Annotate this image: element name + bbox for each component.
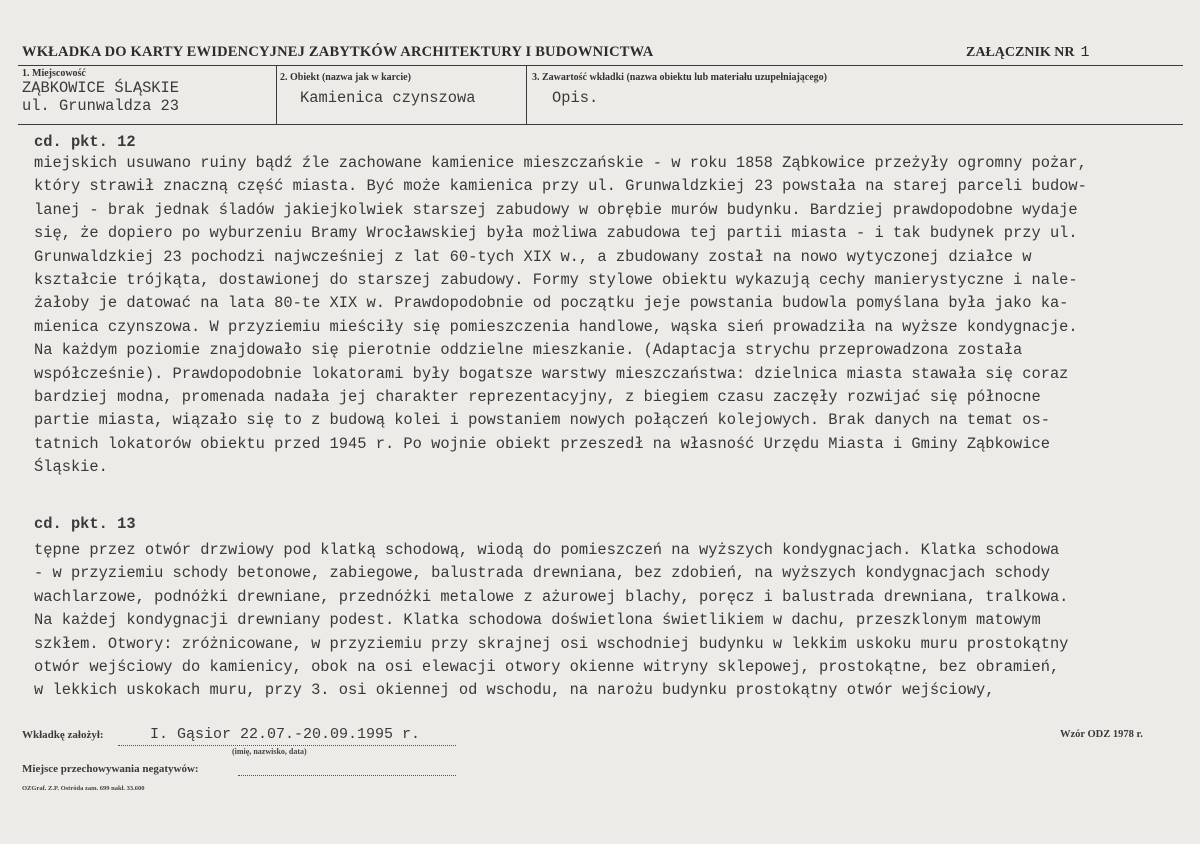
text-line: się, że dopiero po wyburzeniu Bramy Wrocławskiej była możliwa zabudowa tej partii miasta - i tak budynek przy ul. bbox=[34, 224, 1078, 243]
text-line: żałoby je datować na lata 80-te XIX w. Prawdopodobnie od początku jeje powstania budowla pomyślana była jako ka- bbox=[34, 294, 1069, 313]
section-12-heading: cd. pkt. 12 bbox=[34, 133, 136, 151]
place-field-value bbox=[22, 79, 179, 115]
made-by-underline bbox=[118, 745, 456, 746]
text-line: Na każdym poziomie znajdowało się pierotnie oddzielne mieszkanie. (Adaptacja strychu przeprowadzona została bbox=[34, 341, 1023, 360]
made-by-value: I. Gąsior 22.07.-20.09.1995 r. bbox=[150, 726, 421, 743]
text-line: bardziej modna, promenada nadała jej charakter reprezentacyjny, z biegiem czasu zaczęły rozwijać się północne bbox=[34, 387, 1041, 406]
text-line: otwór wejściowy do kamienicy, obok na osi elewacji otwory okienne witryny sklepowej, prostokątne, bez obramień, bbox=[34, 657, 1060, 676]
text-line: kształcie trójkąta, dostawionej do starszej zabudowy. Formy stylowe obiektu wykazują cechy manierystyczne i nale- bbox=[34, 270, 1078, 289]
text-line: - w przyziemiu schody betonowe, zabiegowe, balustrada drewniana, bez zdobień, na wyższych kondygnacjach schody bbox=[34, 564, 1050, 583]
text-line: tępne przez otwór drzwiowy pod klatką schodową, wiodą do pomieszczeń na wyższych kondygnacjach. Klatka schodowa bbox=[34, 541, 1060, 559]
text-line: wachlarzowe, podnóżki drewniane, przednóżki metalowe z ażurowej blachy, poręcz i balustrada drewniana, tralkowa. bbox=[34, 587, 1069, 606]
section-13-heading: cd. pkt. 13 bbox=[34, 515, 136, 533]
text-line: który strawił znaczną część miasta. Być może kamienica przy ul. Grunwaldzkiej 23 powstała na starej parceli budow- bbox=[34, 177, 1087, 196]
place-line-1: ZĄBKOWICE ŚLĄSKIE bbox=[22, 79, 180, 97]
document-title: WKŁADKA DO KARTY EWIDENCYJNEJ ZABYTKÓW ARCHITEKTURY I BUDOWNICTWA bbox=[22, 44, 654, 60]
place-field-label: 1. Miejscowość bbox=[22, 68, 86, 79]
attachment-label bbox=[966, 44, 1090, 61]
model-label: Wzór ODZ 1978 r. bbox=[1060, 729, 1143, 740]
text-line: Śląskie. bbox=[34, 458, 108, 477]
text-line: tatnich lokatorów obiektu przed 1945 r. Po wojnie obiekt przeszedł na własność Urzędu Miasta i Gminy Ząbkowice bbox=[34, 434, 1050, 453]
text-line: mienica czynszowa. W przyziemiu mieściły się pomieszczenia handlowe, wąska sień prowadziła na wyższe kondygnacje. bbox=[34, 317, 1078, 336]
text-line: Na każdej kondygnacji drewniany podest. Klatka schodowa doświetlona świetlikiem w dachu, przeszklonym matowym bbox=[34, 611, 1041, 630]
field-divider-1 bbox=[276, 65, 277, 124]
text-line: partie miasta, wiązało się to z budową kolei i powstaniem nowych połączeń kolejowych. Brak danych na temat os- bbox=[34, 411, 1050, 430]
section-13-text bbox=[34, 539, 1174, 703]
text-line: w lekkich uskokach muru, przy 3. osi okiennej od wschodu, na narożu budynku prostokątny otwór wejściowy, bbox=[34, 681, 995, 700]
text-line: lanej - brak jednak śladów jakiejkolwiek starszej zabudowy w obrębie murów budynku. Bardziej prawdopodobne wydaje bbox=[34, 200, 1078, 219]
attachment-label-text: ZAŁĄCZNIK NR bbox=[966, 45, 1075, 60]
text-line: Grunwaldzkiej 23 pochodzi najwcześniej z lat 60-tych XIX w., a zbudowany został na nowo wytyczonej działce w bbox=[34, 247, 1032, 266]
text-line: współcześnie). Prawdopodobnie lokatorami były bogatsze warstwy mieszczaństwa: dzielnica miasta stawała się coraz bbox=[34, 364, 1069, 383]
made-by-hint: (imię, nazwisko, data) bbox=[232, 747, 307, 756]
print-info: OZGraf. Z.P. Ostróda zam. 699 nakł. 33.600 bbox=[22, 785, 145, 792]
header-rule-top bbox=[18, 65, 1183, 66]
text-line: szkłem. Otwory: zróżnicowane, w przyziemiu przy skrajnej osi wschodniej budynku w lekkim uskoku muru prostokątny bbox=[34, 634, 1069, 653]
section-12-text bbox=[34, 152, 1174, 479]
field-divider-2 bbox=[526, 65, 527, 124]
place-line-2: ul. Grunwaldza 23 bbox=[22, 97, 180, 115]
attachment-number: 1 bbox=[1080, 44, 1090, 61]
made-by-label: Wkładkę założył: bbox=[22, 729, 104, 741]
object-field-value: Kamienica czynszowa bbox=[300, 89, 476, 107]
text-line: miejskich usuwano ruiny bądź źle zachowane kamienice mieszczańskie - w roku 1858 Ząbkowice przeżyły ogromny pożar, bbox=[34, 154, 1087, 172]
object-field-label: 2. Obiekt (nazwa jak w karcie) bbox=[280, 72, 411, 83]
content-field-value: Opis. bbox=[552, 89, 599, 107]
content-field-label: 3. Zawartość wkładki (nazwa obiektu lub materiału uzupełniającego) bbox=[532, 72, 828, 83]
storage-underline bbox=[238, 775, 456, 776]
storage-label: Miejsce przechowywania negatywów: bbox=[22, 763, 199, 775]
header-rule-bottom bbox=[18, 124, 1183, 125]
